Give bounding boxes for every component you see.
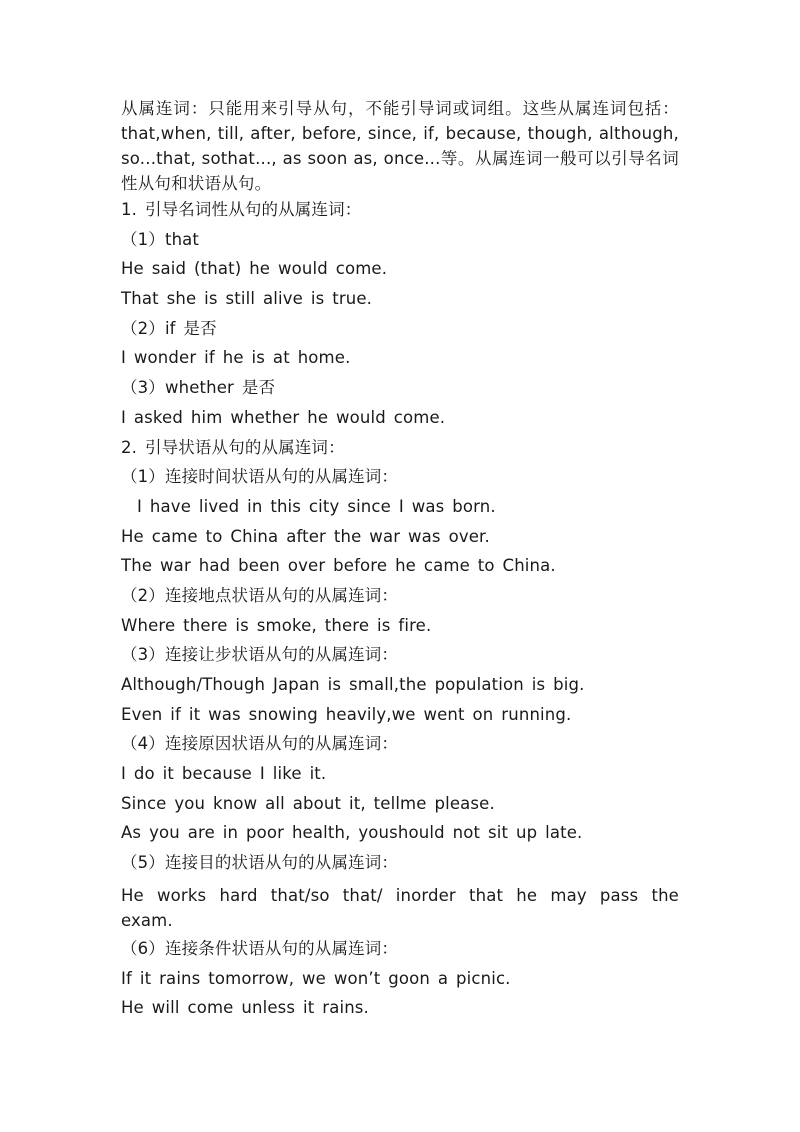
example-sentence: Where there is smoke, there is fire. — [121, 615, 432, 635]
document-page — [121, 96, 679, 1028]
example-sentence: He came to China after the war was over. — [121, 526, 490, 546]
example-sentence: As you are in poor health, youshould not sit up late. — [121, 823, 583, 843]
example-sentence: Since you know all about it, tellme please. — [121, 793, 495, 813]
example-sentence: He will come unless it rains. — [121, 998, 369, 1018]
subheading-if: （2）if 是否 — [121, 318, 217, 338]
example-sentence: The war had been over before he came to China. — [121, 556, 556, 576]
example-sentence: Even if it was snowing heavily,we went on running. — [121, 704, 572, 724]
heading-noun-clause: 1. 引导名词性从句的从属连词： — [121, 200, 362, 219]
subheading-whether: （3）whether 是否 — [121, 378, 276, 398]
heading-adverbial-clause: 2. 引导状语从句的从属连词： — [121, 437, 345, 457]
example-sentence: I have lived in this city since I was born. — [137, 496, 496, 516]
example-sentence: I do it because I like it. — [121, 764, 327, 784]
subheading-time: （1）连接时间状语从句的从属连词： — [121, 467, 399, 487]
example-sentence: Although/Though Japan is small,the population is big. — [121, 675, 585, 694]
example-sentence: He works hard that/so that/ inorder that he may pass the exam. — [121, 885, 679, 930]
intro-paragraph: 从属连词：只能用来引导从句，不能引导词或词组。这些从属连词包括：that,when, till, after, before, since, if, because, though, although, so...that, sothat..., as soon as, once...等。从属连词一般可以引导名词性从句和状语从句。 — [121, 99, 679, 193]
subheading-reason: （4）连接原因状语从句的从属连词： — [121, 734, 399, 754]
subheading-that: （1）that — [121, 229, 200, 249]
example-sentence: If it rains tomorrow, we won’t goon a picnic. — [121, 968, 511, 988]
subheading-concession: （3）连接让步状语从句的从属连词： — [121, 645, 399, 665]
example-sentence: I wonder if he is at home. — [121, 348, 351, 368]
example-sentence: That she is still alive is true. — [121, 289, 373, 309]
subheading-place: （2）连接地点状语从句的从属连词： — [121, 585, 399, 605]
example-sentence: I asked him whether he would come. — [121, 407, 446, 427]
subheading-condition: （6）连接条件状语从句的从属连词： — [121, 938, 399, 958]
example-sentence: He said (that) he would come. — [121, 259, 388, 279]
subheading-purpose: （5）连接目的状语从句的从属连词： — [121, 853, 399, 873]
